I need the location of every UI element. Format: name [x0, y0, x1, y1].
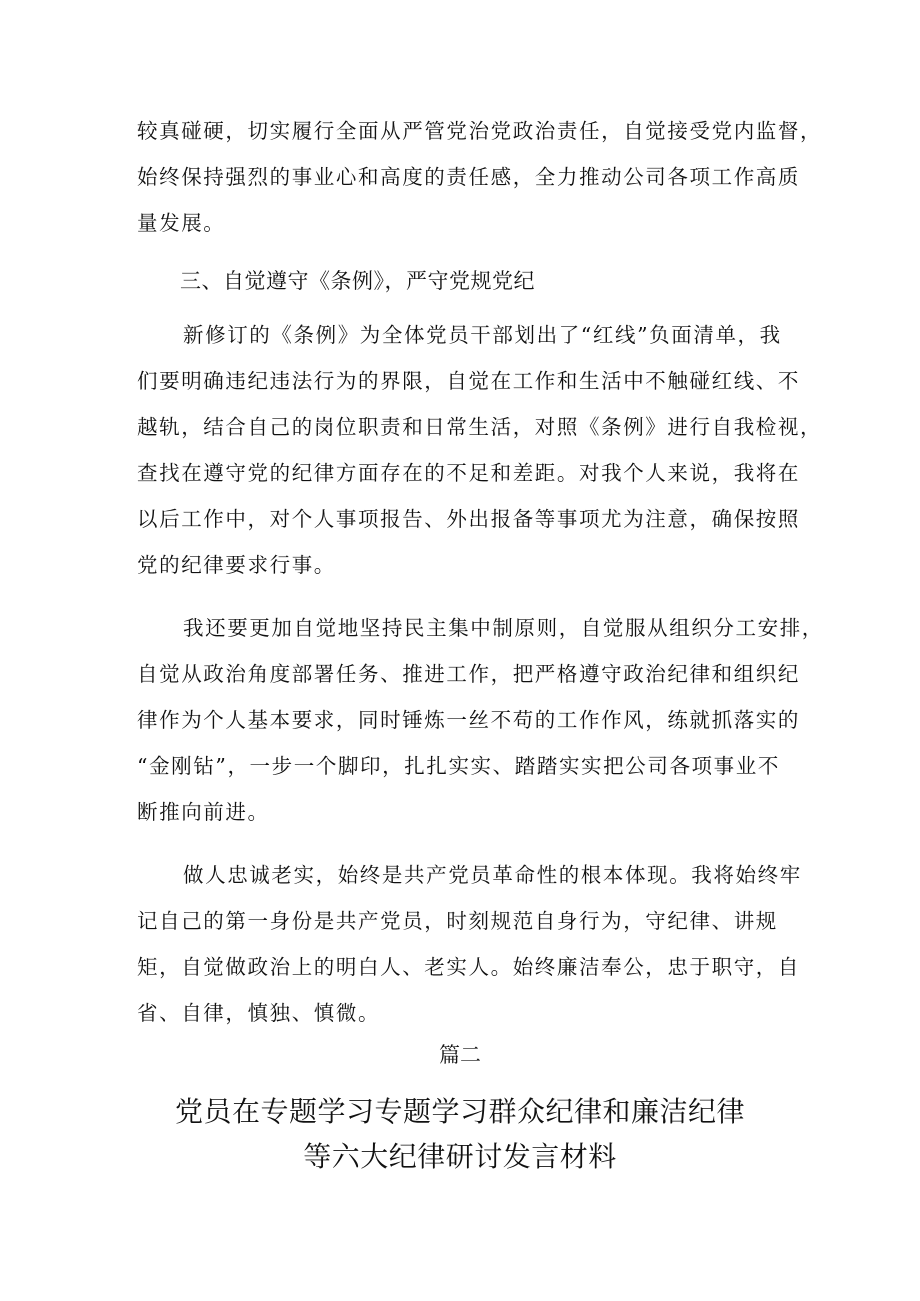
- text-line: 省、自律，慎独、慎微。: [137, 1001, 381, 1025]
- text-line: 党的纪律要求行事。: [137, 553, 336, 577]
- text-line: 们要明确违纪违法行为的界限，自觉在工作和生活中不触碰红线、不: [137, 369, 800, 393]
- text-line: 查找在遵守党的纪律方面存在的不足和差距。对我个人来说，我将在: [137, 461, 800, 485]
- text-line: 越轨，结合自己的岗位职责和日常生活，对照《条例》进行自我检视，: [137, 415, 823, 439]
- document-title-line-2: 等六大纪律研讨发言材料: [303, 1140, 617, 1173]
- text-line: “金刚钻”，一步一个脚印，扎扎实实、踏踏实实把公司各项事业不: [137, 754, 780, 778]
- text-line: 矩，自觉做政治上的明白人、老实人。始终廉洁奉公，忠于职守，自: [137, 955, 800, 979]
- text-line: 做人忠诚老实，始终是共产党员革命性的根本体现。我将始终牢: [183, 863, 802, 887]
- text-line: 断推向前进。: [137, 800, 270, 824]
- text-line: 我还要更加自觉地坚持民主集中制原则，自觉服从组织分工安排，: [183, 616, 824, 640]
- text-line: 新修订的《条例》为全体党员干部划出了“红线”负面清单，我: [183, 323, 782, 347]
- text-line: 始终保持强烈的事业心和高度的责任感，全力推动公司各项工作高质: [137, 165, 800, 189]
- text-line: 律作为个人基本要求，同时锤炼一丝不苟的工作作风，练就抓落实的: [137, 708, 800, 732]
- part-label: 篇二: [439, 1043, 481, 1067]
- text-line: 自觉从政治角度部署任务、推进工作，把严格遵守政治纪律和组织纪: [137, 662, 800, 686]
- text-line: 较真碰硬，切实履行全面从严管党治党政治责任，自觉接受党内监督，: [137, 119, 823, 143]
- section-heading: 三、自觉遵守《条例》，严守党规党纪: [180, 269, 535, 293]
- text-line: 记自己的第一身份是共产党员，时刻规范自身行为，守纪律、讲规: [137, 909, 778, 933]
- text-line: 量发展。: [137, 211, 226, 235]
- document-title-line-1: 党员在专题学习专题学习群众纪律和廉洁纪律: [174, 1095, 745, 1128]
- text-line: 以后工作中，对个人事项报告、外出报备等事项尤为注意，确保按照: [137, 507, 800, 531]
